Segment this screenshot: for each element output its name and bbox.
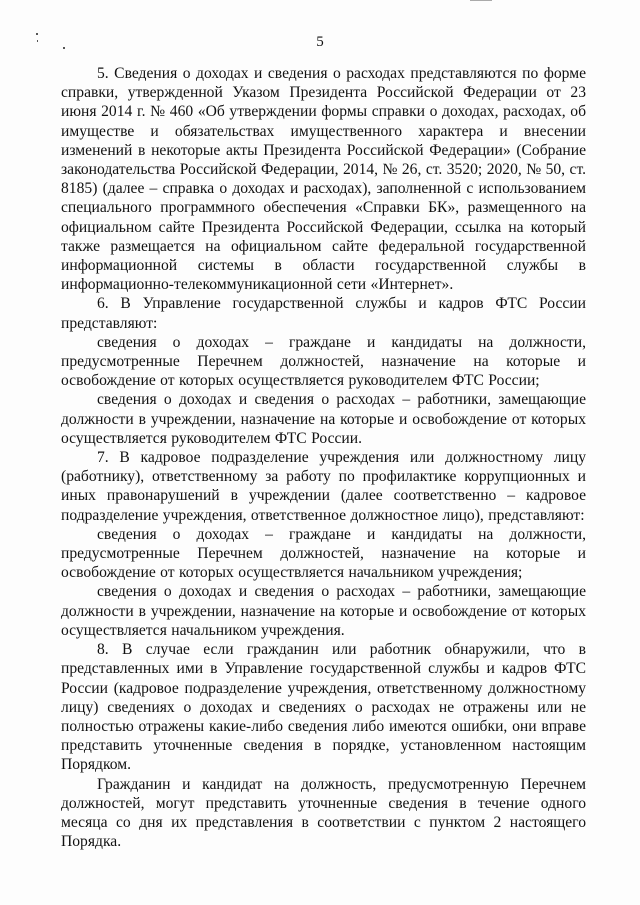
paragraph-7-item-2: сведения о доходах и сведения о расходах – работники, замещающие должности в учреждении, назначение на которые и освобождение от которых осуществляется начальником учреждения.: [61, 583, 586, 639]
document-body: [61, 64, 586, 851]
paragraph-8-continued: Гражданин и кандидат на должность, предусмотренную Перечнем должностей, могут представить уточненные сведения в течение одного месяца со дня их представления в соответствии с пунктом 2 настоящего Порядка.: [61, 775, 586, 851]
page-number: 5: [316, 34, 324, 50]
paragraph-6-item-2: сведения о доходах и сведения о расходах – работники, замещающие должности в учреждении, назначение на которые и освобождение от которых осуществляется руководителем ФТС России.: [61, 391, 586, 447]
scan-edge-mark: [470, 0, 492, 1]
paragraph-6-item-1: сведения о доходах – граждане и кандидаты на должности, предусмотренные Перечнем должностей, назначение на которые и освобождение от которых осуществляется руководителем ФТС России;: [61, 333, 586, 390]
paragraph-8: 8. В случае если гражданин или работник обнаружили, что в представленных ими в Управление государственной службы и кадров ФТС России (кадровое подразделение учреждения, ответственному должностному лицу) сведениях о доходах и сведениях о расходах не отражены или не полностью отражены какие-либо сведения либо имеются ошибки, они вправе представить уточненные сведения в порядке, установленном настоящим Порядком.: [61, 641, 586, 774]
paragraph-7-item-1: сведения о доходах – граждане и кандидаты на должности, предусмотренные Перечнем должностей, назначение на которые и освобождение от которых осуществляется начальником учреждения;: [61, 525, 586, 582]
paragraph-7: 7. В кадровое подразделение учреждения или должностному лицу (работнику), ответственному за работу по профилактике коррупционных и иных правонарушений в учреждении (далее соответственно – кадровое подразделение учреждения, ответственное должностное лицо), представляют:: [61, 449, 586, 524]
paragraph-5: 5. Сведения о доходах и сведения о расходах представляются по форме справки, утвержденной Указом Президента Российской Федерации от 23 июня 2014 г. № 460 «Об утверждении формы справки о доходах, расходах, об имуществе и обязательствах имущественного характера и внесении изменений в некоторые акты Президента Российской Федерации» (Собрание законодательства Российской Федерации, 2014, № 26, ст. 3520; 2020, № 50, ст. 8185) (далее – справка о доходах и расходах), заполненной с использованием специального программного обеспечения «Справки БК», размещенного на официальном сайте Президента Российской Федерации, ссылка на который также размещается на официальном сайте федеральной государственной информационной системы в области государственной службы в информационно-телекоммуникационной сети «Интернет».: [61, 65, 586, 294]
paragraph-6: 6. В Управление государственной службы и кадров ФТС России представляют:: [61, 295, 586, 332]
